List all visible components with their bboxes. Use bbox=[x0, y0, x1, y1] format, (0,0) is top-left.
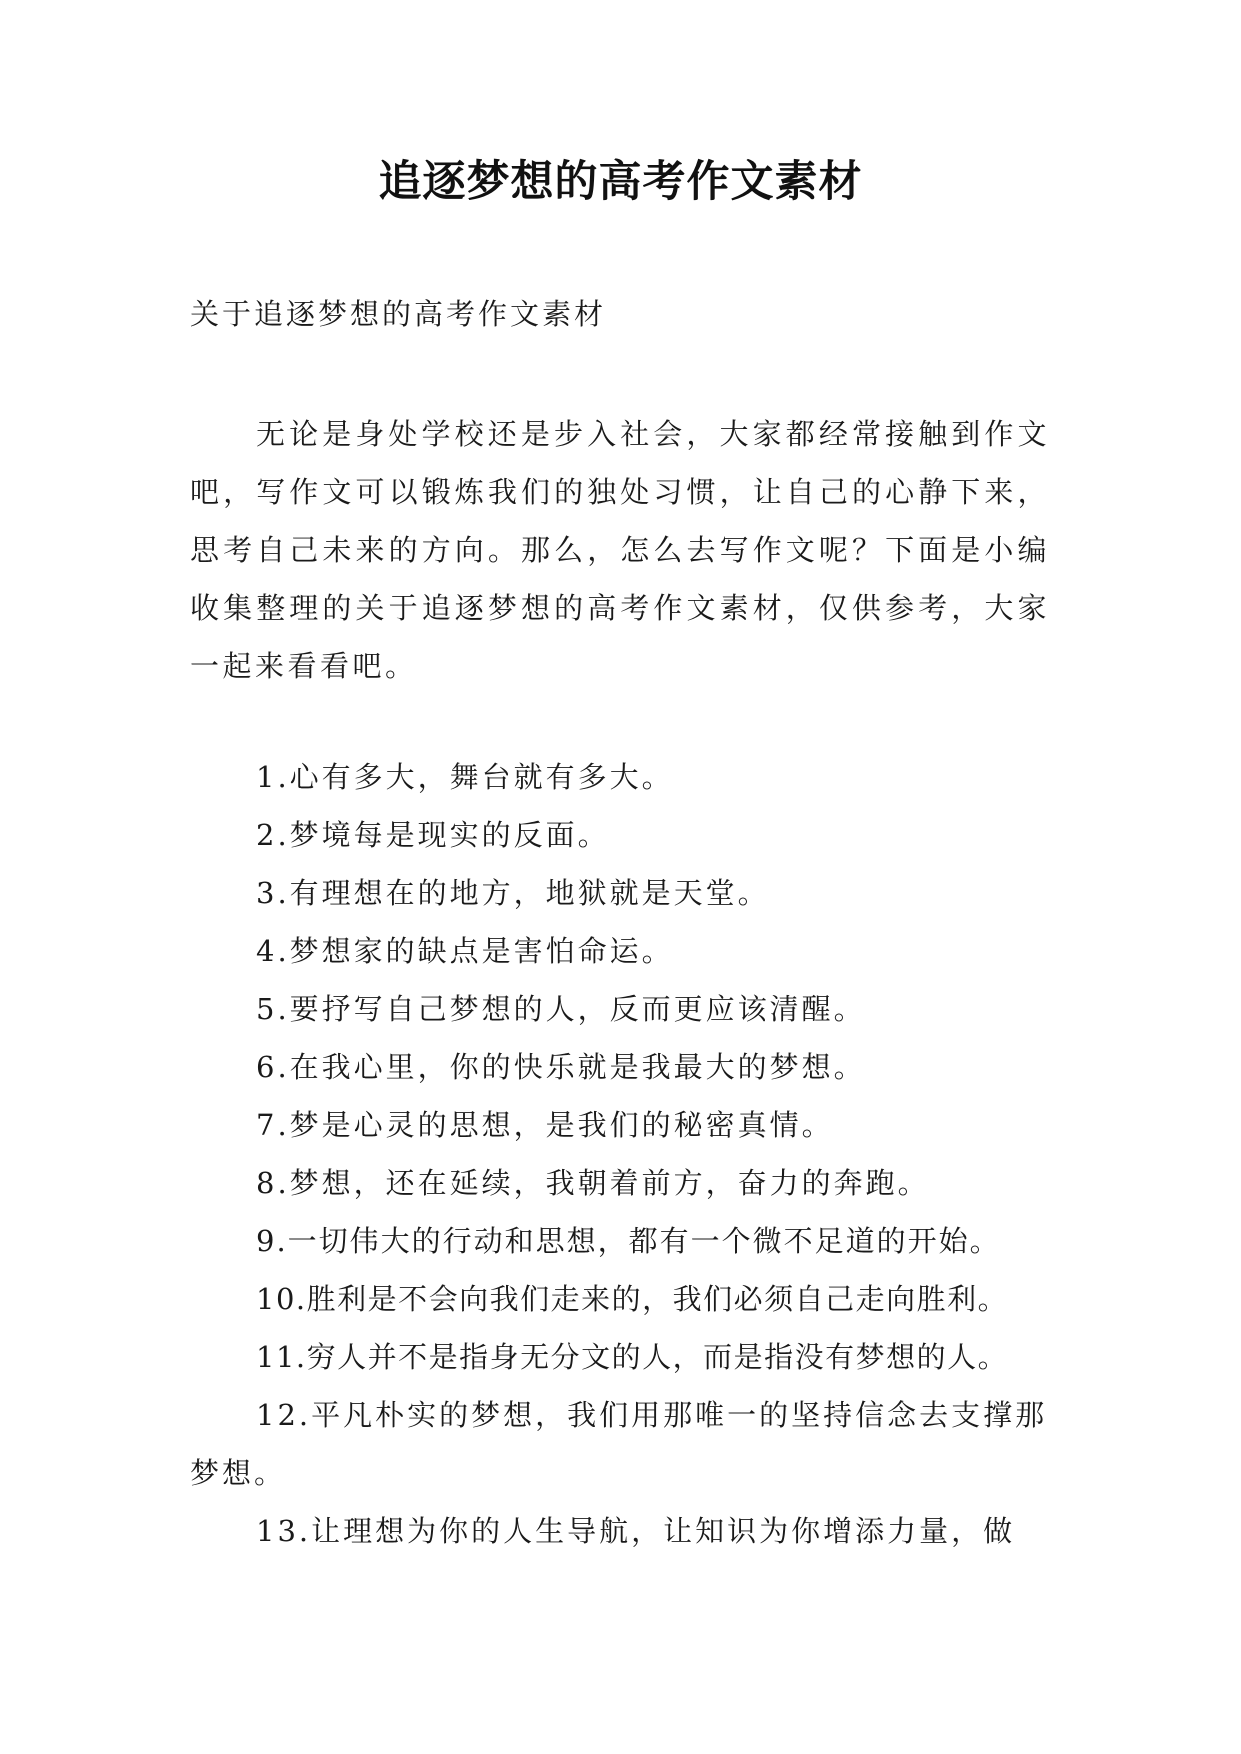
list-item: 13.让理想为你的人生导航，让知识为你增添力量，做 bbox=[256, 1514, 1016, 1548]
quote-list bbox=[190, 748, 1070, 1560]
list-item: 11.穷人并不是指身无分文的人，而是指没有梦想的人。 bbox=[256, 1340, 1009, 1374]
document-subtitle: 关于追逐梦想的高考作文素材 bbox=[190, 297, 607, 331]
list-item: 12.平凡朴实的梦想，我们用那唯一的坚持信念去支撑那梦想。 bbox=[190, 1398, 1048, 1490]
list-item: 8.梦想，还在延续，我朝着前方，奋力的奔跑。 bbox=[256, 1166, 930, 1200]
list-item: 2.梦境每是现实的反面。 bbox=[256, 818, 610, 852]
list-item: 10.胜利是不会向我们走来的，我们必须自己走向胜利。 bbox=[256, 1282, 1009, 1316]
intro-paragraph: 无论是身处学校还是步入社会，大家都经常接触到作文吧，写作文可以锻炼我们的独处习惯，让自己的心静下来，思考自己未来的方向。那么，怎么去写作文呢？下面是小编收集整理的关于追逐梦想的高考作文素材，仅供参考，大家一起来看看吧。 bbox=[190, 417, 1050, 683]
list-item: 4.梦想家的缺点是害怕命运。 bbox=[256, 934, 674, 968]
list-item: 1.心有多大，舞台就有多大。 bbox=[256, 760, 674, 794]
list-item: 6.在我心里，你的快乐就是我最大的梦想。 bbox=[256, 1050, 866, 1084]
list-item: 5.要抒写自己梦想的人，反而更应该清醒。 bbox=[256, 992, 866, 1026]
list-item: 3.有理想在的地方，地狱就是天堂。 bbox=[256, 876, 770, 910]
list-item: 7.梦是心灵的思想，是我们的秘密真情。 bbox=[256, 1108, 834, 1142]
list-item: 9.一切伟大的行动和思想，都有一个微不足道的开始。 bbox=[256, 1224, 1001, 1258]
document-title: 追逐梦想的高考作文素材 bbox=[378, 157, 863, 207]
